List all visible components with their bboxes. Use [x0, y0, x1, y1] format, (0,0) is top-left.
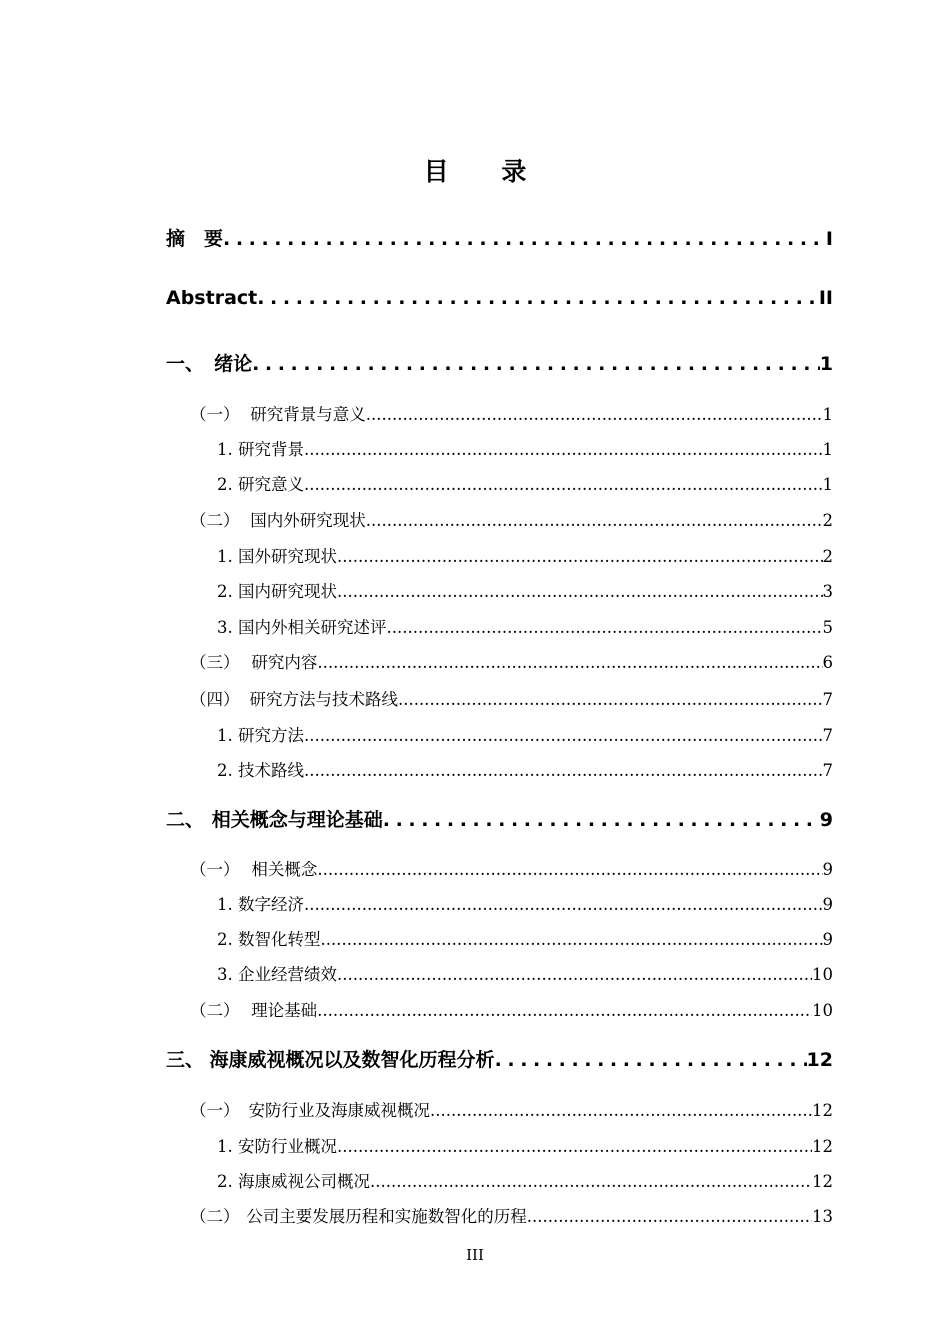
- dot-leader: [398, 690, 823, 709]
- toc-entry-chapter-3[interactable]: [166, 1045, 833, 1072]
- toc-entry-subsection[interactable]: [217, 578, 833, 602]
- toc-entry-prefix: （三）: [190, 653, 240, 672]
- toc-entry-section[interactable]: [190, 649, 833, 673]
- toc-entry-page: 7: [822, 726, 833, 745]
- dot-leader: [257, 287, 819, 309]
- toc-entry-page: 1: [822, 440, 833, 459]
- dot-leader: [317, 1001, 812, 1020]
- toc-entry-label: 1. 数字经济: [217, 895, 304, 914]
- toc-entry-subsection[interactable]: [217, 722, 833, 746]
- toc-entry-label: 3. 国内外相关研究述评: [217, 618, 387, 637]
- toc-entry-label: 1. 国外研究现状: [217, 547, 337, 566]
- toc-title: 目 录: [423, 157, 549, 186]
- dot-leader: [304, 475, 823, 494]
- dot-leader: [223, 228, 826, 250]
- toc-entry-page: 9: [822, 895, 833, 914]
- toc-entry-prefix: 一、: [166, 353, 205, 375]
- toc-entry-label: 安防行业及海康威视概况: [248, 1101, 430, 1120]
- toc-entry-label: 2. 研究意义: [217, 475, 304, 494]
- toc-entry-prefix: 三、: [166, 1049, 205, 1071]
- toc-entry-section[interactable]: [190, 1203, 833, 1227]
- toc-entry-prefix: （二）: [190, 511, 240, 530]
- toc-entry-page: 10: [812, 965, 833, 984]
- toc-entry-prefix: （二）: [190, 1001, 240, 1020]
- dot-leader: [383, 809, 820, 831]
- toc-entry-label: 国内外研究现状: [250, 511, 366, 530]
- toc-entry-label: 1. 研究背景: [217, 440, 304, 459]
- toc-entry-page: 12: [812, 1137, 833, 1156]
- toc-entry-subsection[interactable]: [217, 436, 833, 460]
- toc-entry-page: 1: [822, 475, 833, 494]
- dot-leader: [304, 761, 823, 780]
- toc-entry-page: I: [825, 228, 833, 250]
- toc-entry-section[interactable]: [190, 686, 833, 710]
- toc-entry-page: 9: [819, 809, 833, 831]
- toc-entry-section[interactable]: [190, 856, 833, 880]
- toc-entry-page: 7: [822, 690, 833, 709]
- toc-entry-label: 公司主要发展历程和实施数智化的历程: [246, 1207, 527, 1226]
- toc-entry-abstract-en[interactable]: [166, 287, 833, 309]
- toc-entry-page: 1: [819, 353, 833, 375]
- dot-leader: [387, 618, 823, 637]
- toc-entry-subsection[interactable]: [217, 926, 833, 950]
- toc-entry-page: 13: [812, 1207, 833, 1226]
- toc-entry-page: II: [818, 287, 833, 309]
- toc-entry-page: 7: [822, 761, 833, 780]
- toc-entry-prefix: （四）: [190, 690, 240, 709]
- toc-entry-page: 3: [822, 582, 833, 601]
- toc-entry-subsection[interactable]: [217, 891, 833, 915]
- toc-entry-page: 9: [822, 930, 833, 949]
- toc-entry-subsection[interactable]: [217, 614, 833, 638]
- toc-entry-label: 研究背景与意义: [250, 405, 366, 424]
- toc-entry-label: 2. 国内研究现状: [217, 582, 337, 601]
- dot-leader: [321, 930, 823, 949]
- toc-entry-prefix: （二）: [190, 1207, 240, 1226]
- dot-leader: [430, 1101, 812, 1120]
- toc-entry-label: 1. 安防行业概况: [217, 1137, 337, 1156]
- toc-entry-section[interactable]: [190, 1097, 833, 1121]
- page-number: III: [466, 1246, 484, 1264]
- toc-entry-label: 2. 数智化转型: [217, 930, 321, 949]
- toc-entry-label: 研究方法与技术路线: [249, 690, 398, 709]
- dot-leader: [317, 860, 822, 879]
- dot-leader: [304, 726, 823, 745]
- dot-leader: [252, 353, 820, 375]
- dot-leader: [304, 895, 823, 914]
- dot-leader: [337, 547, 823, 566]
- dot-leader: [495, 1049, 807, 1071]
- toc-entry-page: 1: [822, 405, 833, 424]
- toc-entry-section[interactable]: [190, 401, 833, 425]
- toc-entry-label: 摘 要: [166, 228, 224, 250]
- toc-entry-label: 2. 海康威视公司概况: [217, 1172, 370, 1191]
- toc-entry-label: 3. 企业经营绩效: [217, 965, 337, 984]
- toc-entry-label: 绪论: [214, 353, 253, 375]
- toc-entry-page: 6: [822, 653, 833, 672]
- toc-entry-abstract-cn[interactable]: [166, 224, 833, 251]
- toc-entry-chapter-2[interactable]: [166, 805, 833, 832]
- toc-entry-prefix: 二、: [166, 809, 205, 831]
- dot-leader: [527, 1207, 812, 1226]
- toc-entry-subsection[interactable]: [217, 1168, 833, 1192]
- toc-entry-section[interactable]: [190, 507, 833, 531]
- dot-leader: [304, 440, 823, 459]
- toc-entry-subsection[interactable]: [217, 471, 833, 495]
- toc-entry-page: 10: [812, 1001, 833, 1020]
- toc-entry-page: 9: [822, 860, 833, 879]
- dot-leader: [337, 1137, 812, 1156]
- toc-entry-page: 5: [822, 618, 833, 637]
- toc-entry-prefix: （一）: [190, 1101, 240, 1120]
- toc-entry-page: 12: [812, 1101, 833, 1120]
- toc-entry-subsection[interactable]: [217, 1133, 833, 1157]
- toc-entry-label: Abstract: [166, 287, 258, 309]
- dot-leader: [337, 965, 812, 984]
- toc-entry-subsection[interactable]: [217, 961, 833, 985]
- toc-entry-subsection[interactable]: [217, 543, 833, 567]
- toc-entry-label: 理论基础: [251, 1001, 318, 1020]
- toc-entry-page: 2: [822, 511, 833, 530]
- toc-entry-label: 2. 技术路线: [217, 761, 304, 780]
- toc-entry-page: 12: [806, 1049, 833, 1071]
- toc-entry-page: 2: [822, 547, 833, 566]
- dot-leader: [366, 511, 823, 530]
- toc-entry-page: 12: [812, 1172, 833, 1191]
- toc-entry-chapter-1[interactable]: [166, 349, 833, 376]
- toc-entry-section[interactable]: [190, 997, 833, 1021]
- dot-leader: [370, 1172, 812, 1191]
- toc-entry-label: 相关概念: [251, 860, 318, 879]
- toc-entry-label: 1. 研究方法: [217, 726, 304, 745]
- toc-entry-label: 研究内容: [251, 653, 318, 672]
- toc-entry-prefix: （一）: [190, 405, 240, 424]
- dot-leader: [317, 653, 822, 672]
- dot-leader: [337, 582, 823, 601]
- toc-entry-label: 相关概念与理论基础: [211, 809, 383, 831]
- toc-entry-prefix: （一）: [190, 860, 240, 879]
- toc-entry-subsection[interactable]: [217, 757, 833, 781]
- toc-entry-label: 海康威视概况以及数智化历程分析: [209, 1049, 495, 1071]
- dot-leader: [366, 405, 823, 424]
